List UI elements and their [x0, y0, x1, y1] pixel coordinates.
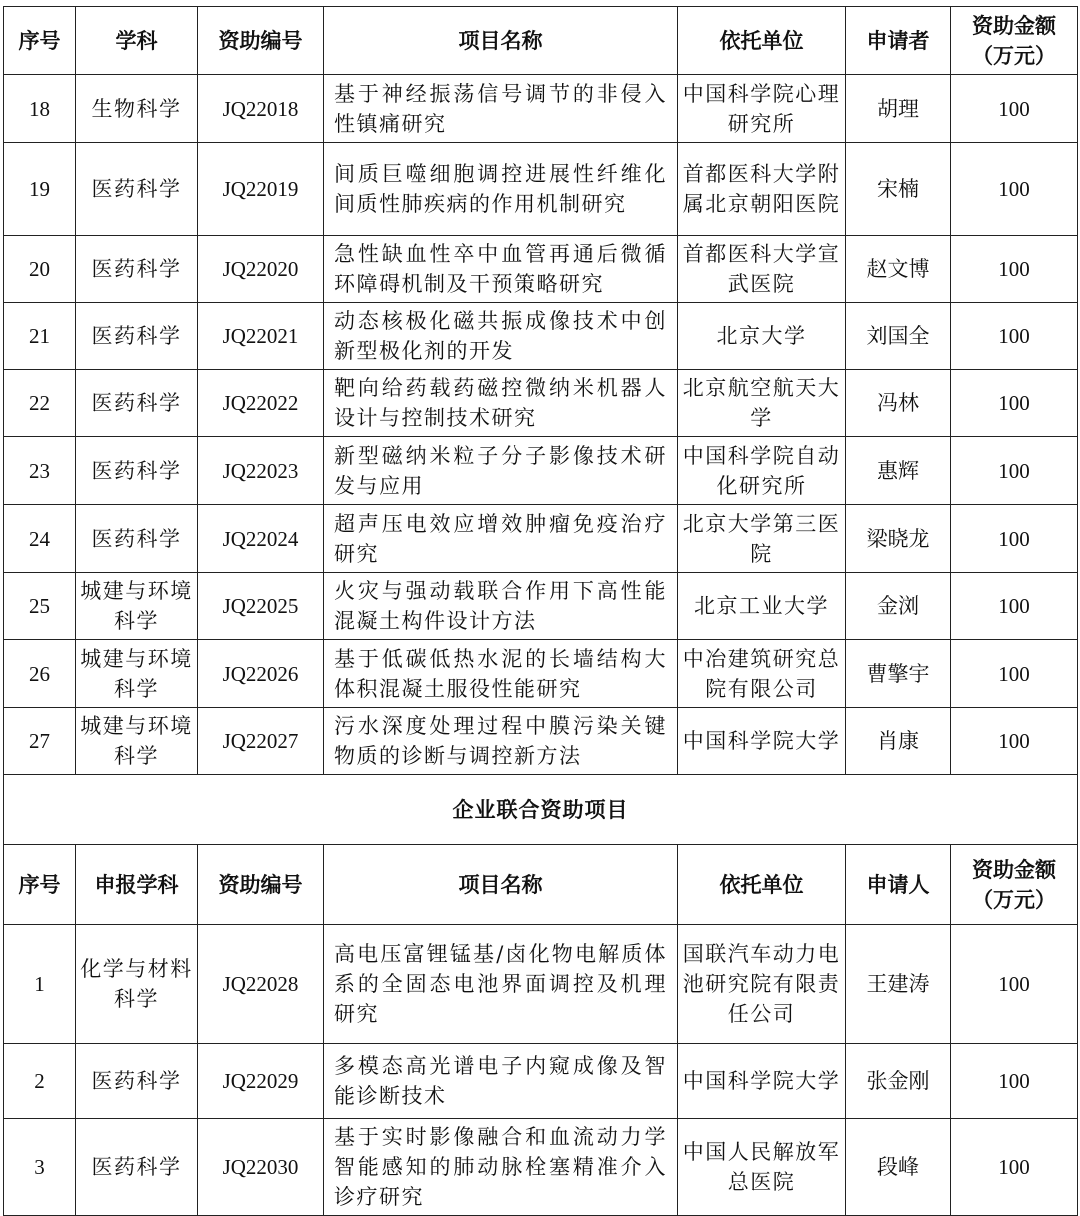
row-number-cell: 20 — [4, 236, 76, 303]
amount-cell: 100 — [951, 640, 1078, 708]
applicant-cell: 张金刚 — [846, 1044, 951, 1119]
amount-cell: 100 — [951, 143, 1078, 236]
table-row — [4, 505, 1078, 573]
subject-cell: 化学与材料科学 — [76, 925, 198, 1044]
grant-code-cell: JQ22027 — [198, 708, 324, 775]
subject-cell: 医药科学 — [76, 1119, 198, 1216]
table-row — [4, 303, 1078, 370]
column-header: 申报学科 — [76, 845, 198, 925]
grant-code-cell: JQ22025 — [198, 573, 324, 640]
table2-header-row — [4, 845, 1078, 925]
applicant-cell: 段峰 — [846, 1119, 951, 1216]
amount-cell: 100 — [951, 303, 1078, 370]
row-number-cell: 19 — [4, 143, 76, 236]
applicant-cell: 梁晓龙 — [846, 505, 951, 573]
applicant-cell: 曹擎宇 — [846, 640, 951, 708]
row-number-cell: 25 — [4, 573, 76, 640]
host-institution-cell: 首都医科大学宣武医院 — [678, 236, 846, 303]
project-title-cell: 基于低碳低热水泥的长墙结构大体积混凝土服役性能研究 — [324, 640, 678, 708]
column-header: 申请人 — [846, 845, 951, 925]
row-number-cell: 26 — [4, 640, 76, 708]
project-title-cell: 基于实时影像融合和血流动力学智能感知的肺动脉栓塞精准介入诊疗研究 — [324, 1119, 678, 1216]
amount-cell: 100 — [951, 708, 1078, 775]
amount-cell: 100 — [951, 75, 1078, 143]
subject-cell: 医药科学 — [76, 143, 198, 236]
host-institution-cell: 中国人民解放军总医院 — [678, 1119, 846, 1216]
amount-cell: 100 — [951, 573, 1078, 640]
host-institution-cell: 北京航空航天大学 — [678, 370, 846, 437]
applicant-cell: 肖康 — [846, 708, 951, 775]
section-title: 企业联合资助项目 — [4, 775, 1078, 845]
project-title-cell: 靶向给药载药磁控微纳米机器人设计与控制技术研究 — [324, 370, 678, 437]
applicant-cell: 宋楠 — [846, 143, 951, 236]
column-header: 序号 — [4, 845, 76, 925]
subject-cell: 医药科学 — [76, 370, 198, 437]
grant-code-cell: JQ22026 — [198, 640, 324, 708]
grant-code-cell: JQ22029 — [198, 1044, 324, 1119]
host-institution-cell: 首都医科大学附属北京朝阳医院 — [678, 143, 846, 236]
applicant-cell: 冯林 — [846, 370, 951, 437]
project-title-cell: 间质巨噬细胞调控进展性纤维化间质性肺疾病的作用机制研究 — [324, 143, 678, 236]
subject-cell: 城建与环境科学 — [76, 640, 198, 708]
host-institution-cell: 中冶建筑研究总院有限公司 — [678, 640, 846, 708]
host-institution-cell: 中国科学院自动化研究所 — [678, 437, 846, 505]
row-number-cell: 23 — [4, 437, 76, 505]
subject-cell: 医药科学 — [76, 505, 198, 573]
table-row — [4, 1044, 1078, 1119]
row-number-cell: 27 — [4, 708, 76, 775]
row-number-cell: 18 — [4, 75, 76, 143]
column-header: 序号 — [4, 7, 76, 75]
amount-cell: 100 — [951, 505, 1078, 573]
column-header: 依托单位 — [678, 845, 846, 925]
row-number-cell: 21 — [4, 303, 76, 370]
grant-code-cell: JQ22020 — [198, 236, 324, 303]
column-header: 学科 — [76, 7, 198, 75]
host-institution-cell: 中国科学院大学 — [678, 708, 846, 775]
project-title-cell: 高电压富锂锰基/卤化物电解质体系的全固态电池界面调控及机理研究 — [324, 925, 678, 1044]
subject-cell: 城建与环境科学 — [76, 708, 198, 775]
table-row — [4, 75, 1078, 143]
applicant-cell: 赵文博 — [846, 236, 951, 303]
table-row — [4, 708, 1078, 775]
grant-code-cell: JQ22021 — [198, 303, 324, 370]
subject-cell: 医药科学 — [76, 303, 198, 370]
table-row — [4, 370, 1078, 437]
table-row — [4, 1119, 1078, 1216]
subject-cell: 生物科学 — [76, 75, 198, 143]
grant-code-cell: JQ22024 — [198, 505, 324, 573]
host-institution-cell: 中国科学院心理研究所 — [678, 75, 846, 143]
column-header: 资助编号 — [198, 845, 324, 925]
amount-cell: 100 — [951, 1119, 1078, 1216]
subject-cell: 医药科学 — [76, 236, 198, 303]
row-number-cell: 3 — [4, 1119, 76, 1216]
project-title-cell: 动态核极化磁共振成像技术中创新型极化剂的开发 — [324, 303, 678, 370]
subject-cell: 城建与环境科学 — [76, 573, 198, 640]
project-title-cell: 新型磁纳米粒子分子影像技术研发与应用 — [324, 437, 678, 505]
project-title-cell: 多模态高光谱电子内窥成像及智能诊断技术 — [324, 1044, 678, 1119]
amount-cell: 100 — [951, 236, 1078, 303]
applicant-cell: 惠辉 — [846, 437, 951, 505]
project-title-cell: 火灾与强动载联合作用下高性能混凝土构件设计方法 — [324, 573, 678, 640]
project-title-cell: 污水深度处理过程中膜污染关键物质的诊断与调控新方法 — [324, 708, 678, 775]
amount-cell: 100 — [951, 437, 1078, 505]
grant-code-cell: JQ22022 — [198, 370, 324, 437]
amount-cell: 100 — [951, 925, 1078, 1044]
grant-code-cell: JQ22018 — [198, 75, 324, 143]
table-row — [4, 573, 1078, 640]
row-number-cell: 2 — [4, 1044, 76, 1119]
funding-table — [3, 6, 1078, 1216]
column-header: 资助编号 — [198, 7, 324, 75]
subject-cell: 医药科学 — [76, 1044, 198, 1119]
grant-code-cell: JQ22019 — [198, 143, 324, 236]
host-institution-cell: 国联汽车动力电池研究院有限责任公司 — [678, 925, 846, 1044]
applicant-cell: 刘国全 — [846, 303, 951, 370]
row-number-cell: 24 — [4, 505, 76, 573]
row-number-cell: 22 — [4, 370, 76, 437]
host-institution-cell: 北京工业大学 — [678, 573, 846, 640]
grant-code-cell: JQ22023 — [198, 437, 324, 505]
host-institution-cell: 中国科学院大学 — [678, 1044, 846, 1119]
table-row — [4, 925, 1078, 1044]
amount-cell: 100 — [951, 1044, 1078, 1119]
amount-cell: 100 — [951, 370, 1078, 437]
column-header: 资助金额 （万元） — [951, 7, 1078, 75]
host-institution-cell: 北京大学 — [678, 303, 846, 370]
row-number-cell: 1 — [4, 925, 76, 1044]
project-title-cell: 超声压电效应增效肿瘤免疫治疗研究 — [324, 505, 678, 573]
table1-header-row — [4, 7, 1078, 75]
column-header: 资助金额 （万元） — [951, 845, 1078, 925]
applicant-cell: 王建涛 — [846, 925, 951, 1044]
section-row — [4, 775, 1078, 845]
project-title-cell: 急性缺血性卒中血管再通后微循环障碍机制及干预策略研究 — [324, 236, 678, 303]
grant-code-cell: JQ22030 — [198, 1119, 324, 1216]
column-header: 依托单位 — [678, 7, 846, 75]
column-header: 项目名称 — [324, 845, 678, 925]
applicant-cell: 胡理 — [846, 75, 951, 143]
grant-code-cell: JQ22028 — [198, 925, 324, 1044]
project-title-cell: 基于神经振荡信号调节的非侵入性镇痛研究 — [324, 75, 678, 143]
column-header: 申请者 — [846, 7, 951, 75]
table-row — [4, 437, 1078, 505]
subject-cell: 医药科学 — [76, 437, 198, 505]
applicant-cell: 金浏 — [846, 573, 951, 640]
column-header: 项目名称 — [324, 7, 678, 75]
table-row — [4, 640, 1078, 708]
table-row — [4, 143, 1078, 236]
host-institution-cell: 北京大学第三医院 — [678, 505, 846, 573]
table-row — [4, 236, 1078, 303]
